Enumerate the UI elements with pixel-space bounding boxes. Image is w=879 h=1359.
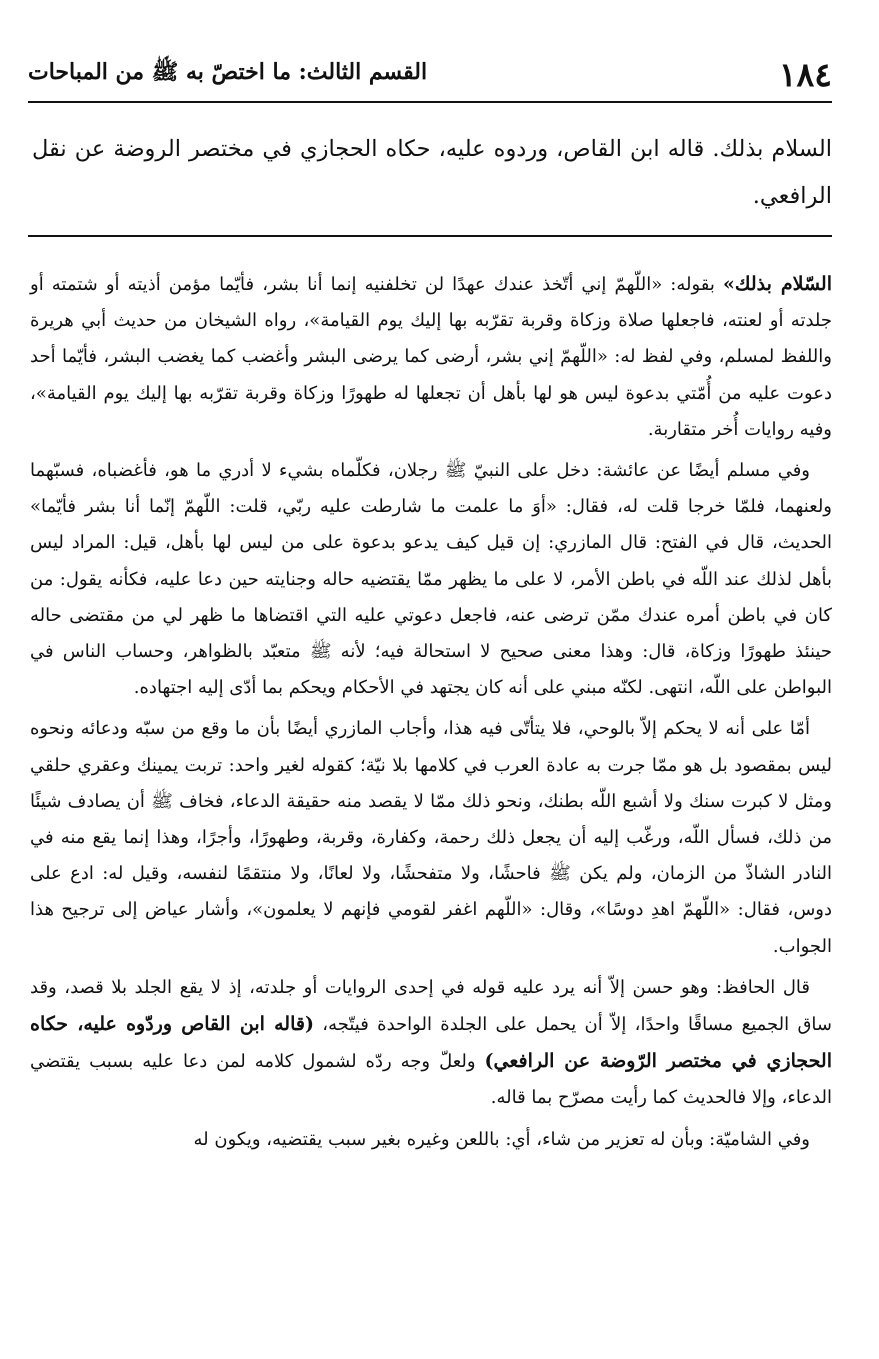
commentary-paragraph-4-text-a: قال الحافظ: وهو حسن إلاّ أنه يرد عليه قوله في إحدى الروايات أو جلدته، إذ لا يقع الجلد بلا قصد، وقد ساق الجميع مساقًا واحدًا، إلاّ أن يحمل على الجلدة الواحدة فيتّجه، xyxy=(30,976,833,1036)
header-rule xyxy=(28,101,832,103)
page-header xyxy=(28,52,832,96)
commentary-paragraph-2: وفي مسلم أيضًا عن عائشة: دخل على النبيّ ﷺ رجلان، فكلّماه بشيء لا أدري ما هو، فأغضباه، فسبّهما ولعنهما، فلمّا خرجا قلت له، فقال: «أوَ ما علمت ما شارطت عليه ربّي، قلت: اللّهمّ إنّما أنا بشر فأيّما» الحديث، قال في الفتح: قال المازري: إن قيل كيف يدعو بدعوة على من ليس لها بأهل، قيل: المراد ليس بأهل لذلك عند اللّه في باطن الأمر، لا على ما يظهر ممّا يقتضيه حاله وجنايته حين دعا عليه، فكأنه يقول: من كان في باطن أمره عندك ممّن ترضى عنه، فاجعل دعوتي عليه التي اقتضاها ما ظهر لي من مقتضى حاله حينئذ طهورًا وزكاة، قال: وهذا معنى صحيح لا استحالة فيه؛ لأنه ﷺ متعبّد بالظواهر، وحساب الناس في البواطن على اللّه، انتهى. لكنّه مبني على أنه كان يجتهد في الأحكام ويحكم بما أدّى إليه اجتهاده. xyxy=(30,460,832,699)
matn-paragraph: السلام بذلك. قاله ابن القاص، وردوه عليه، حكاه الحجازي في مختصر الروضة عن نقل الرافعي. xyxy=(32,136,832,209)
commentary-paragraph-1-text: بقوله: «اللّهمّ إني أتّخذ عندك عهدًا لن تخلفنيه إنما أنا بشر، فأيّما مؤمن أذيته أو شتمته أو جلدته أو لعنته، فاجعلها صلاة وزكاة وقربة تقرّبه بها إليك يوم القيامة»، رواه الشيخان من حديث أبي هريرة واللفظ لمسلم، وفي لفظ له: «اللّهمّ إني بشر، أرضى كما يرضى البشر وأغضب كما يغضب البشر، فأيّما أحد دعوت عليه من أُمّتي بدعوة ليس هو لها بأهل أن تجعلها له طهورًا وزكاة وقربة تقرّبه بها إليك يوم القيامة»، وفيه روايات أُخر متقاربة. xyxy=(30,274,832,440)
commentary-lemma: السّلام بذلك» xyxy=(722,273,832,295)
commentary-paragraph-1 xyxy=(30,266,832,448)
running-title: القسم الثالث: ما اختصّ به ﷺ من المباحات xyxy=(28,59,428,85)
page-number: ١٨٤ xyxy=(778,54,832,94)
commentary-paragraph-4-text-c: ولعلّ وجه ردّه لشمول كلامه لمن دعا عليه بسبب يقتضي الدعاء، وإلا فالحديث كما رأيت مصرّح بما قاله. xyxy=(30,1051,832,1109)
commentary-quoted-matn: (قاله ابن القاص وردّوه عليه، حكاه الحجازي في مختصر الرّوضة عن الرافعي) xyxy=(30,1013,832,1073)
matn-text-block xyxy=(32,126,832,220)
matn-separator-rule xyxy=(28,235,832,237)
commentary-paragraph-5: وفي الشاميّة: وبأن له تعزير من شاء، أي: باللعن وغيره بغير سبب يقتضيه، ويكون له xyxy=(193,1128,810,1150)
commentary-paragraph-4 xyxy=(30,970,832,1117)
commentary-paragraph-3: أمّا على أنه لا يحكم إلاّ بالوحي، فلا يتأتّى فيه هذا، وأجاب المازري أيضًا بأن ما وقع من سبّه ودعائه ونحوه ليس بمقصود بل هو ممّا جرت به عادة العرب في كلامها بلا نيّة؛ كقوله لغير واحد: تربت يمينك وعقري حلقي ومثل لا كبرت سنك ولا أشبع اللّه بطنك، ونحو ذلك ممّا لا يقصد منه حقيقة الدعاء، فخاف ﷺ أن يصادف شيئًا من ذلك، فسأل اللّه، ورغّب إليه أن يجعل ذلك رحمة، وكفارة، وقربة، وطهورًا، وأجرًا، وهذا إنما يقع منه في النادر الشاذّ من الزمان، ولم يكن ﷺ فاحشًا، ولا متفحشًا، ولا لعانًا، ولا منتقمًا لنفسه، وقيل له: ادع على دوس، فقال: «اللّهمّ اهدِ دوسًا»، وقال: «اللّهم اغفر لقومي فإنهم لا يعلمون»، وأشار عياض إلى ترجيح هذا الجواب. xyxy=(30,718,832,957)
commentary-block xyxy=(30,266,832,1163)
